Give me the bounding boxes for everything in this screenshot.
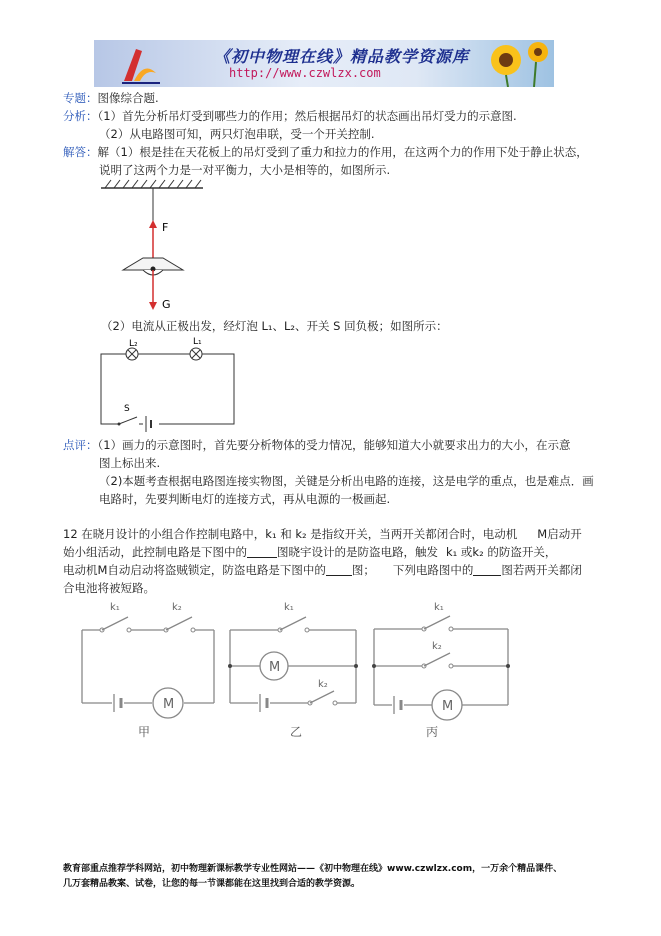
answer-text-2: （2）电流从正极出发，经灯泡 L₁、L₂、开关 S 回负极；如图所示： [101, 319, 448, 333]
lamp-L2 [126, 348, 138, 360]
force-diagram [95, 178, 215, 318]
ceiling-hatching [105, 180, 201, 188]
question-text-2b: 图晓宇设计的是防盗电路，触发 [277, 545, 438, 559]
label-k2: k₂ [318, 679, 328, 690]
answer-blank-3[interactable] [473, 564, 501, 576]
question-text-3c: 下列电路图中的 [392, 563, 474, 577]
question-line-3 [63, 562, 582, 578]
question-line-4: 合电池将被短路。 [63, 581, 155, 595]
caption-yi: 乙 [290, 725, 303, 739]
label-G: G [162, 298, 171, 311]
comment-text-2b: 电路时，先要判断电灯的连接方式，再从电源的一极画起. [99, 492, 391, 506]
answer-text-1a: 解（1）根是挂在天花板上的吊灯受到了重力和拉力的作用，在这两个力的作用下处于静止状态， [97, 145, 588, 159]
footer-line-2: 几万套精品教案、试卷，让您的每一节课都能在这里找到合适的教学资源。 [63, 879, 361, 889]
motor-icon [153, 688, 183, 718]
question-text-2a: 始小组活动，此控制电路是下图中的 [63, 545, 247, 559]
switch-k1 [278, 617, 309, 632]
motor-label: M [442, 699, 454, 714]
motor-label: M [163, 697, 175, 712]
switch-k1 [422, 616, 453, 631]
battery-symbol [394, 696, 401, 714]
battery-symbol [260, 694, 267, 712]
question-text-3b: 图； [351, 563, 375, 577]
topic-row [63, 90, 159, 106]
switch-k2 [422, 653, 453, 668]
label-L1: L₁ [193, 337, 202, 347]
label-L2: L₂ [129, 339, 138, 349]
label-k2: k₂ [432, 641, 442, 652]
topic-label: 专题： [63, 91, 98, 105]
answer-text-1b: 说明了这两个力是一对平衡力，大小是相等的，如图所示. [99, 163, 391, 177]
answer-blank-1[interactable] [247, 546, 277, 558]
question-text-3a: 电动机M自动启动将盗贼锁定，防盗电路是下图中的 [63, 563, 326, 577]
switch-k2 [308, 691, 337, 705]
question-text-1a: 12 在晓月设计的小组合作控制电路中，k₁ 和 k₂ 是指纹开关，当两开关都闭合时，电动机 [63, 527, 518, 541]
answer-blank-2[interactable] [326, 564, 352, 576]
caption-jia: 甲 [138, 725, 151, 739]
switch-k2 [164, 617, 195, 632]
question-line-1 [63, 526, 582, 542]
question-line-2 [63, 544, 556, 560]
analysis-row-1 [63, 108, 517, 124]
circuit-bing [366, 596, 518, 744]
analysis-text-1: （1）首先分析吊灯受到哪些力的作用；然后根据吊灯的状态画出吊灯受力的示意图. [97, 109, 517, 123]
lamp-L1 [190, 348, 202, 360]
motor-icon [432, 690, 462, 720]
answer-label: 解答： [63, 145, 98, 159]
comment-label: 点评： [63, 438, 98, 452]
motor-label: M [269, 660, 281, 675]
series-circuit [95, 332, 245, 432]
label-k1: k₁ [434, 602, 444, 613]
analysis-label: 分析： [63, 109, 98, 123]
caption-bing: 丙 [426, 725, 439, 739]
comment-text-1a: （1）画力的示意图时，首先要分析物体的受力情况，能够知道大小就要求出力的大小，在示意 [97, 438, 571, 452]
circuit-jia [74, 598, 224, 744]
comment-text-2a: （2)本题考查根据电路图连接实物图，关键是分析出电路的连接，这是电学的重点，也是难点．画 [99, 474, 594, 488]
answer-row-1 [63, 144, 588, 160]
motor-icon [260, 652, 288, 680]
analysis-text-2: （2）从电路图可知，两只灯泡串联，受一个开关控制. [99, 127, 375, 141]
banner-title: 《初中物理在线》精品教学资源库 [214, 47, 470, 66]
switch-k1 [100, 617, 131, 632]
question-text-3d: 图若两开关都闭 [501, 563, 582, 577]
label-S: S [124, 404, 130, 414]
comment-row-1 [63, 437, 571, 453]
comment-text-1b: 图上标出来. [99, 456, 161, 470]
topic-text: 图像综合题. [97, 91, 159, 105]
banner-url[interactable]: http://www.czwlzx.com [229, 66, 381, 80]
label-k1: k₁ [284, 602, 294, 613]
question-text-1b: M启动开 [537, 527, 582, 541]
label-k2: k₂ [172, 602, 182, 613]
sunflower-image [476, 40, 554, 87]
label-F: F [162, 221, 169, 234]
site-logo [116, 43, 166, 85]
header-banner [94, 40, 554, 87]
footer-line-1: 教育部重点推荐学科网站，初中物理新课标教学专业性网站——《初中物理在线》www.czwlzx.com，一万余个精品课件、 [63, 864, 563, 874]
label-k1: k₁ [110, 602, 120, 613]
question-text-2c: k₁ 或k₂ 的防盗开关， [446, 545, 557, 559]
circuit-yi [222, 598, 367, 744]
battery-symbol [114, 694, 121, 712]
